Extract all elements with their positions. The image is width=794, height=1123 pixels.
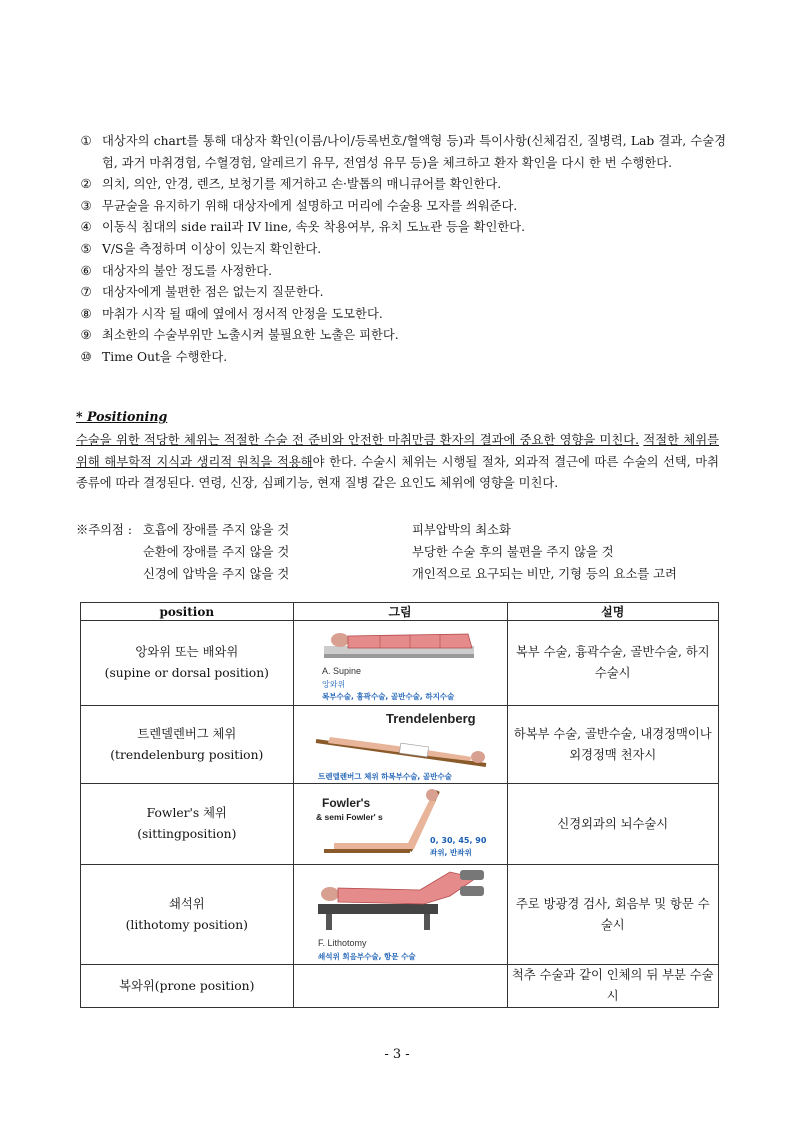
description-cell: 하복부 수술, 골반수술, 내경정맥이나 외경정맥 천자시 (507, 706, 719, 784)
step-number: ③ (80, 198, 92, 213)
table-row (81, 706, 719, 784)
step-number: ⑨ (80, 328, 92, 343)
step-item (76, 196, 726, 218)
step-text: V/S을 측정하며 이상이 있는지 확인한다. (102, 241, 322, 256)
supine-figure (300, 622, 500, 704)
position-name-cell (81, 621, 294, 706)
caution-row (76, 564, 726, 586)
pic-caption: Trendelenberg (386, 710, 476, 726)
table-row (81, 865, 719, 965)
underlined-phrase: 적절한 체위를 위해 해부학적 지식과 생리적 원칙을 적용해 (76, 433, 719, 469)
description-cell: 신경외과의 뇌수술시 (507, 784, 719, 865)
lithotomy-figure (300, 866, 500, 964)
step-item (76, 217, 726, 239)
description-cell: 복부 수술, 흉곽수술, 골반수술, 하지수술시 (507, 621, 719, 706)
pic-sub-1: 0, 30, 45, 90 (430, 836, 487, 845)
section-title: * Positioning (76, 409, 168, 424)
position-name-ko: 트렌델렌버그 체위 (137, 726, 237, 741)
table-row (81, 784, 719, 865)
position-name-en: (trendelenburg position) (110, 747, 264, 762)
position-name-ko: 앙와위 또는 배와위 (135, 645, 239, 659)
step-item (76, 174, 726, 196)
position-name-cell (81, 865, 294, 965)
pic-caption: A. Supine (322, 666, 362, 676)
cautions-label: ※주의점 : (76, 523, 132, 537)
positioning-paragraph (76, 430, 719, 495)
step-number: ② (80, 177, 92, 192)
header-position: position (81, 603, 294, 621)
caution-row (76, 542, 726, 564)
underlined-sentence: 수술을 위한 적당한 체위는 적절한 수술 전 준비와 안전한 마취만큼 환자의 결과에 중요한 영향을 미친다. (76, 433, 640, 447)
position-name-cell (81, 965, 294, 1008)
step-item (76, 282, 726, 304)
lithotomy-illustration (293, 865, 507, 965)
table-row (81, 621, 719, 706)
caution-right: 부당한 수술 후의 불편을 주지 않을 것 (412, 545, 614, 559)
step-number: ⑥ (80, 263, 92, 278)
pic-sub-2: 복부수술, 흉곽수술, 골반수술, 하지수술 (322, 692, 455, 701)
step-text: 이동식 침대의 side rail과 IV line, 속옷 착용여부, 유치 도뇨관 등을 확인한다. (102, 220, 526, 235)
pic-caption-2: & semi Fowler' s (316, 812, 383, 822)
step-item (76, 325, 726, 347)
position-name-cell (81, 784, 294, 865)
step-number: ⑤ (80, 241, 92, 256)
step-text: 무균술을 유지하기 위해 대상자에게 설명하고 머리에 수술용 모자를 씌워준다. (102, 198, 518, 213)
step-item (76, 261, 726, 283)
step-number: ④ (80, 220, 92, 235)
header-picture: 그림 (293, 603, 507, 621)
description-cell: 척추 수술과 같이 인체의 뒤 부분 수술시 (507, 965, 719, 1008)
description-cell: 주로 방광경 검사, 회음부 및 항문 수술시 (507, 865, 719, 965)
caution-left: 신경에 압박을 주지 않을 것 (143, 567, 290, 581)
pic-sub-1: 트렌델렌버그 체위 하복부수술, 골반수술 (318, 771, 452, 781)
position-name-ko: 쇄석위 (168, 896, 205, 911)
step-item (76, 131, 726, 174)
trendelenburg-figure (300, 707, 500, 783)
fowlers-figure (300, 785, 500, 863)
pic-caption: F. Lithotomy (318, 937, 367, 948)
position-name-en: (sittingposition) (137, 827, 237, 841)
position-name-en: (supine or dorsal position) (104, 666, 269, 680)
table-row (81, 965, 719, 1008)
step-number: ⑧ (80, 306, 92, 321)
supine-illustration (293, 621, 507, 706)
position-name-ko: 복와위(prone position) (119, 978, 255, 993)
paragraph-text: 야 한다. 수술시 체위는 시행될 절차, 외과적 결근에 따른 수술의 선택, 마취종류에 따라 결정된다. 연령, 신장, 심폐기능, 현재 질병 같은 요인도 체위에 영향을 미친다. (76, 454, 719, 491)
caution-row (76, 520, 726, 542)
step-item (76, 239, 726, 261)
trendelenburg-illustration (293, 706, 507, 784)
step-text: 대상자의 불안 정도를 사정한다. (102, 263, 273, 278)
position-name-en: (lithotomy position) (125, 917, 248, 932)
cautions-list (76, 520, 726, 586)
step-text: Time Out을 수행한다. (102, 349, 228, 364)
caution-left: 순환에 장애를 주지 않을 것 (143, 545, 290, 559)
empty-picture-cell (293, 965, 507, 1008)
step-number: ⑦ (80, 285, 92, 300)
step-text: 최소한의 수술부위만 노출시켜 불필요한 노출은 피한다. (102, 328, 399, 343)
pic-sub-1: 앙와위 (322, 680, 346, 689)
step-text: 마취가 시작 될 때에 옆에서 정서적 안정을 도모한다. (102, 306, 383, 321)
step-item (76, 304, 726, 326)
header-description: 설명 (507, 603, 719, 621)
pic-sub-2: 좌위, 반좌위 (430, 848, 472, 857)
table-header-row (81, 603, 719, 621)
step-text: 대상자에게 불편한 점은 없는지 질문한다. (102, 285, 324, 300)
position-name-cell (81, 706, 294, 784)
fowlers-illustration (293, 784, 507, 865)
step-text: 대상자의 chart를 통해 대상자 확인(이름/나이/등록번호/혈액형 등)과 특이사항(신체검진, 질병력, Lab 결과, 수술경험, 과거 마취경험, 수혈경험, 알레르기 유무, 전염성 유무 등)을 체크하고 환자 확인을 다시 한 번 수행한다. (102, 134, 726, 170)
position-name-ko: Fowler's 체위 (146, 806, 227, 820)
step-number: ⑩ (80, 349, 92, 364)
page-number: - 3 - (384, 1047, 410, 1062)
positions-table (80, 602, 719, 1008)
pic-caption: Fowler's (322, 796, 371, 810)
caution-right: 개인적으로 요구되는 비만, 기형 등의 요소를 고려 (412, 567, 677, 581)
step-item (76, 347, 726, 369)
step-text: 의치, 의안, 안경, 렌즈, 보청기를 제거하고 손·발톱의 매니큐어를 확인한다. (102, 177, 502, 192)
step-number: ① (80, 134, 92, 148)
caution-left: 호흡에 장애를 주지 않을 것 (143, 523, 290, 537)
pic-sub-1: 쇄석위 회음부수술, 항문 수술 (318, 951, 416, 961)
caution-right: 피부압박의 최소화 (412, 523, 511, 537)
preparation-steps (76, 131, 726, 369)
